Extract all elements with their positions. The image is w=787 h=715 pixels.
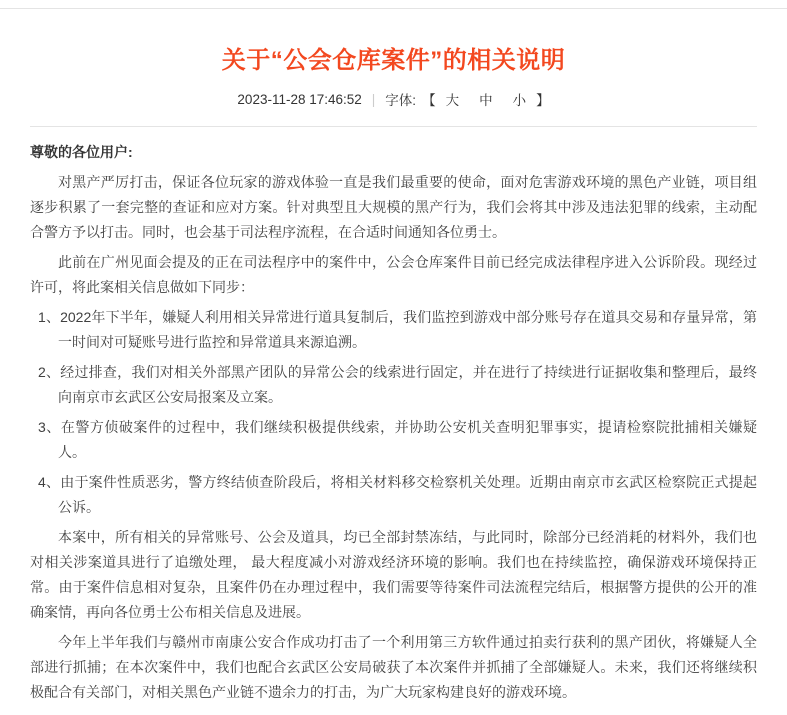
case-timeline-item-3: 3、在警方侦破案件的过程中，我们继续积极提供线索，并协助公安机关查明犯罪事实，提请检察院批捕相关嫌疑人。 [38,419,757,460]
font-size-small-button[interactable]: 小 [512,93,527,108]
font-size-label: 字体: [385,93,417,108]
page-title: 关于“公会仓库案件”的相关说明 [221,47,566,74]
article-meta [30,89,757,109]
case-timeline-item-4: 4、由于案件性质恶劣，警方终结侦查阶段后，将相关材料移交检察机关处理。近期由南京市玄武区检察院正式提起公诉。 [38,474,757,515]
bracket-open: 【 [422,93,436,108]
announcement-page [30,9,757,705]
greeting-line: 尊敬的各位用户: [30,144,133,160]
paragraph-future-commitment: 今年上半年我们与赣州市南康公安合作成功打击了一个利用第三方软件通过拍卖行获利的黑产团伙，将嫌疑人全部进行抓捕；在本次案件中，我们也配合玄武区公安局破获了本次案件并抓捕了全部嫌疑人。未来，我们还将继续积极配合有关部门，对相关黑色产业链不遗余力的打击，为广大玩家构建良好的游戏环境。 [30,634,757,700]
case-timeline-item-1: 1、2022年下半年，嫌疑人利用相关异常进行道具复制后，我们监控到游戏中部分账号存在道具交易和存量异常，第一时间对可疑账号进行监控和异常道具来源追溯。 [38,309,757,350]
case-timeline-item-2: 2、经过排查，我们对相关外部黑产团队的异常公会的线索进行固定，并在进行了持续进行证据收集和整理后，最终向南京市玄武区公安局报案及立案。 [38,364,757,405]
paragraph-crackdown-mission: 对黑产严厉打击，保证各位玩家的游戏体验一直是我们最重要的使命，面对危害游戏环境的黑色产业链，项目组逐步积累了一套完整的查证和应对方案。针对典型且大规模的黑产行为，我们会将其中涉及违法犯罪的线索，主动配合警方予以打击。同时，也会基于司法程序流程，在合适时间通知各位勇士。 [30,174,757,240]
font-size-medium-button[interactable]: 中 [479,93,493,108]
paragraph-case-status: 此前在广州见面会提及的正在司法程序中的案件中，公会仓库案件目前已经完成法律程序进入公诉阶段。现经过许可，将此案相关信息做如下同步： [30,254,757,295]
publish-datetime: 2023-11-28 17:46:52 [237,91,362,107]
article-body [30,127,757,705]
bracket-close: 】 [536,93,550,108]
article-header [30,9,757,127]
paragraph-asset-handling: 本案中，所有相关的异常账号、公会及道具，均已全部封禁冻结，与此同时，除部分已经消耗的材料外，我们也对相关涉案道具进行了追缴处理， 最大程度减小对游戏经济环境的影响。我们也在持续监控，确保游戏环境保持正常。由于案件信息相对复杂，且案件仍在办理过程中，我们需要等待案件司法流程完结后，根据警方提供的公开的准确案情，再向各位勇士公布相关信息及进展。 [30,529,757,620]
font-size-large-button[interactable]: 大 [445,93,460,108]
meta-separator: | [371,91,376,107]
